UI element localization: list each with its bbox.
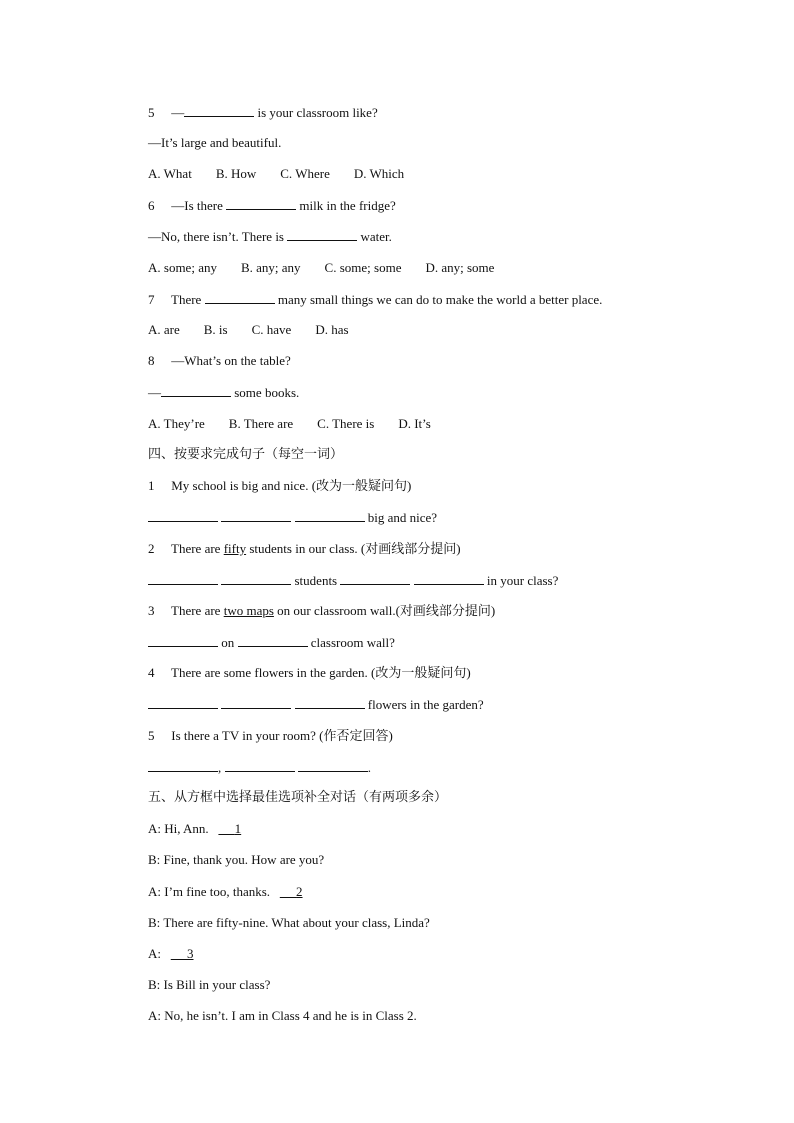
answer-blank[interactable] — [205, 291, 275, 304]
question-5 — [148, 104, 378, 121]
question-6-reply — [148, 228, 392, 245]
question-8 — [148, 353, 291, 369]
item-text-pre: There are — [171, 603, 224, 618]
s4-item-2-answer — [148, 572, 558, 589]
answer-blank[interactable] — [148, 634, 218, 647]
option-c[interactable]: C. some; some — [324, 260, 402, 275]
question-7-options — [148, 322, 349, 338]
answer-tail: classroom wall? — [307, 635, 395, 650]
reply-before: — — [148, 385, 161, 400]
dialogue-line — [148, 821, 241, 837]
speaker: B: — [148, 915, 161, 930]
item-text: Is there a TV in your room? (作否定回答) — [171, 728, 393, 743]
answer-blank[interactable] — [295, 509, 365, 522]
speaker: A: — [148, 821, 161, 836]
answer-blank[interactable] — [148, 572, 218, 585]
answer-blank[interactable] — [148, 696, 218, 709]
question-7 — [148, 291, 602, 308]
blank-number: 2 — [296, 884, 303, 899]
answer-blank[interactable] — [148, 509, 218, 522]
speaker: B: — [148, 852, 161, 867]
s4-item-5 — [148, 728, 393, 744]
answer-blank[interactable] — [238, 634, 308, 647]
item-text: My school is big and nice. (改为一般疑问句) — [171, 478, 412, 493]
option-c[interactable]: C. Where — [280, 166, 330, 181]
answer-blank[interactable] — [221, 572, 291, 585]
question-text: —What’s on the table? — [171, 353, 291, 368]
question-number: 8 — [148, 353, 155, 368]
answer-mid: students — [291, 573, 341, 588]
dash: — — [171, 105, 185, 120]
answer-blank[interactable] — [226, 197, 296, 210]
section-4-title: 四、按要求完成句子（每空一词） — [148, 447, 344, 462]
item-number: 3 — [148, 603, 155, 618]
blank-number: 1 — [234, 821, 242, 836]
option-d[interactable]: D. has — [315, 322, 349, 337]
underlined-word: two maps — [223, 603, 274, 618]
s4-item-5-answer — [148, 759, 371, 776]
option-b[interactable]: B. is — [203, 322, 228, 337]
option-b[interactable]: B. How — [215, 166, 257, 181]
item-text: There are some flowers in the garden. (改为一般疑问句) — [171, 665, 471, 680]
s4-item-3 — [148, 603, 495, 619]
reply-after: some books. — [231, 385, 300, 400]
question-number: 7 — [148, 292, 155, 307]
question-8-options — [148, 416, 431, 432]
dialogue-text: No, he isn’t. I am in Class 4 and he is in Class 2. — [164, 1008, 417, 1023]
dialogue-line — [148, 884, 303, 900]
answer-blank[interactable] — [340, 572, 410, 585]
speaker: B: — [148, 977, 161, 992]
answer-blank[interactable] — [221, 696, 291, 709]
question-8-reply — [148, 384, 299, 401]
item-text-post: students in our class. (对画线部分提问) — [246, 541, 461, 556]
answer-tail: flowers in the garden? — [364, 697, 484, 712]
item-number: 4 — [148, 665, 155, 680]
answer-tail: big and nice? — [364, 510, 438, 525]
question-text: is your classroom like? — [254, 105, 378, 120]
answer-blank[interactable] — [295, 696, 365, 709]
option-d[interactable]: D. Which — [353, 166, 405, 181]
answer-blank[interactable] — [414, 572, 484, 585]
answer-blank[interactable] — [287, 228, 357, 241]
option-a[interactable]: A. some; any — [148, 260, 217, 275]
option-d[interactable]: D. any; some — [425, 260, 495, 275]
question-text-after: many small things we can do to make the world a better place. — [274, 292, 603, 307]
dialogue-line — [148, 977, 270, 993]
dialogue-text: There are fifty-nine. What about your class, Linda? — [163, 915, 430, 930]
answer-blank[interactable] — [184, 104, 254, 117]
answer-blank[interactable] — [298, 759, 368, 772]
answer-blank[interactable] — [161, 384, 231, 397]
reply-before: —No, there isn’t. There is — [148, 229, 288, 244]
item-text-pre: There are — [171, 541, 224, 556]
option-a[interactable]: A. What — [148, 166, 192, 181]
option-c[interactable]: C. There is — [317, 416, 375, 431]
dialogue-text: I’m fine too, thanks. — [164, 884, 271, 899]
option-a[interactable]: A. They’re — [148, 416, 205, 431]
item-text-post: on our classroom wall.(对画线部分提问) — [273, 603, 496, 618]
answer-tail: in your class? — [483, 573, 559, 588]
question-text-after: milk in the fridge? — [296, 198, 396, 213]
question-number: 5 — [148, 105, 155, 120]
dialogue-text: Hi, Ann. — [164, 821, 209, 836]
option-b[interactable]: B. There are — [228, 416, 294, 431]
item-number: 1 — [148, 478, 155, 493]
reply-after: water. — [357, 229, 392, 244]
dialogue-text: Fine, thank you. How are you? — [163, 852, 325, 867]
answer-blank[interactable] — [148, 759, 218, 772]
s4-item-2 — [148, 541, 461, 557]
option-b[interactable]: B. any; any — [240, 260, 301, 275]
s4-item-4 — [148, 665, 471, 681]
item-number: 5 — [148, 728, 155, 743]
item-number: 2 — [148, 541, 155, 556]
dialogue-line — [148, 946, 194, 962]
question-number: 6 — [148, 198, 155, 213]
question-6-options — [148, 260, 494, 276]
speaker: A: — [148, 884, 161, 899]
s4-item-1 — [148, 478, 411, 494]
speaker: A: — [148, 1008, 161, 1023]
question-text-before: —Is there — [171, 198, 227, 213]
s4-item-3-answer — [148, 634, 395, 651]
answer-comma: , — [218, 760, 225, 775]
speaker: A: — [148, 946, 161, 961]
numbered-blank[interactable] — [171, 946, 194, 961]
dialogue-text: Is Bill in your class? — [163, 977, 271, 992]
s4-item-4-answer — [148, 696, 484, 713]
dialogue-line — [148, 1008, 417, 1024]
blank-number: 3 — [187, 946, 194, 961]
s4-item-1-answer — [148, 509, 437, 526]
option-c[interactable]: C. have — [251, 322, 292, 337]
answer-on: on — [218, 635, 238, 650]
question-5-options — [148, 166, 404, 182]
numbered-blank[interactable] — [218, 821, 241, 836]
answer-blank[interactable] — [225, 759, 295, 772]
numbered-blank[interactable] — [280, 884, 303, 899]
section-5-title: 五、从方框中选择最佳选项补全对话（有两项多余） — [148, 790, 448, 805]
question-5-reply: —It’s large and beautiful. — [148, 135, 282, 150]
option-a[interactable]: A. are — [148, 322, 180, 337]
answer-period: . — [367, 760, 371, 775]
dialogue-line — [148, 852, 324, 868]
question-text-before: There — [171, 292, 205, 307]
underlined-word: fifty — [223, 541, 247, 556]
option-d[interactable]: D. It’s — [398, 416, 431, 431]
dialogue-line — [148, 915, 430, 931]
answer-blank[interactable] — [221, 509, 291, 522]
question-6 — [148, 197, 396, 214]
